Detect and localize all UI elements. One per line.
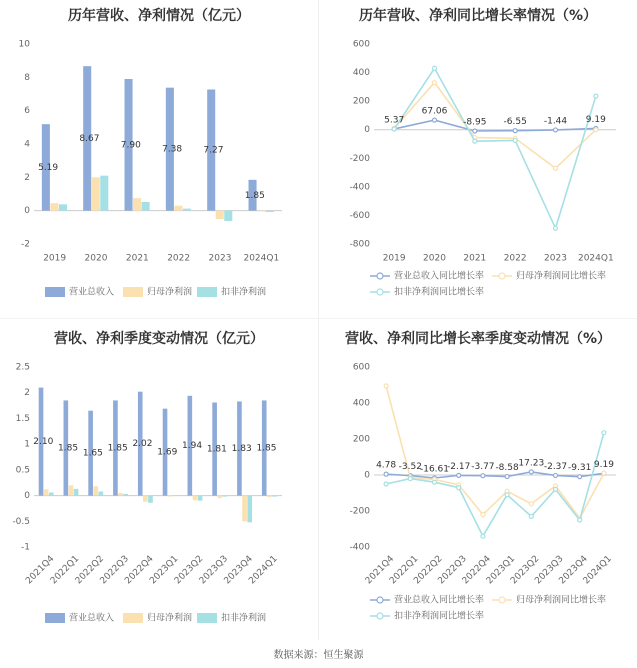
line-point	[384, 384, 388, 388]
y-tick-label: -600	[349, 210, 370, 221]
y-tick-label: 2	[24, 388, 30, 399]
legend-label: 归母净利润同比增长率	[516, 595, 607, 606]
data-label: 1.85	[256, 443, 277, 454]
x-tick-label: 2022Q3	[436, 554, 469, 587]
data-label: 1.94	[182, 441, 203, 452]
data-label: 1.85	[58, 443, 79, 454]
line-point	[602, 471, 606, 475]
legend-label: 营业总收入	[69, 613, 115, 624]
line-deducted-profit-growth	[394, 68, 596, 228]
legend-swatch-point	[377, 289, 383, 295]
x-tick-label: 2023Q1	[484, 554, 518, 587]
legend-swatch	[45, 287, 65, 297]
data-label: -1.44	[543, 116, 568, 127]
y-tick-label: 0	[24, 491, 30, 502]
line-deducted-profit-growth	[386, 433, 604, 537]
bar-net-profit	[216, 211, 224, 219]
line-point	[594, 94, 598, 98]
legend-label: 营业总收入同比增长率	[394, 271, 485, 282]
y-tick-label: 0	[364, 125, 370, 136]
x-tick-label: 2020	[423, 253, 446, 264]
data-label: 8.67	[79, 133, 100, 144]
line-point	[384, 472, 388, 476]
x-tick-label: 2022Q4	[123, 554, 156, 587]
bar-net-profit	[118, 493, 123, 496]
data-label: 1.69	[157, 447, 178, 458]
y-tick-label: 8	[24, 72, 30, 83]
legend-label: 扣非净利润同比增长率	[394, 287, 485, 298]
line-point	[554, 166, 558, 170]
bar-net-profit	[257, 211, 265, 212]
x-tick-label: 2023Q3	[197, 554, 231, 587]
legend-swatch	[123, 287, 143, 297]
bar-net-profit	[69, 485, 74, 495]
bar-deducted-profit	[49, 492, 54, 495]
y-tick-label: 4	[24, 139, 30, 150]
y-tick-label: -400	[349, 542, 370, 553]
line-point	[578, 518, 582, 522]
line-point	[433, 118, 437, 122]
bar-deducted-profit	[266, 211, 274, 212]
chart-quarterly-revenue-profit	[0, 319, 318, 641]
bar-net-profit	[133, 198, 141, 211]
data-label: 2.10	[33, 437, 54, 448]
legend-swatch-point	[377, 597, 383, 603]
data-label: 5.19	[38, 162, 59, 173]
chart-annual-growth	[319, 0, 637, 318]
legend-swatch	[123, 613, 143, 623]
data-label: 9.19	[585, 114, 606, 125]
data-label: -3.52	[398, 462, 422, 473]
data-label: 1.65	[82, 448, 103, 459]
x-tick-label: 2022	[503, 253, 527, 264]
bar-net-profit	[50, 203, 58, 211]
line-point	[554, 487, 558, 491]
chart-quarterly-revenue-profit-svg	[0, 319, 318, 641]
data-label: 1.85	[244, 190, 265, 201]
bar-deducted-profit	[123, 494, 128, 496]
bar-deducted-profit	[198, 496, 203, 501]
chart-annual-growth-svg	[319, 0, 637, 318]
line-point	[408, 477, 412, 481]
legend-label: 营业总收入	[69, 287, 115, 298]
y-tick-label: -1	[21, 542, 30, 553]
line-point	[529, 470, 533, 474]
line-point	[392, 127, 396, 131]
legend-swatch	[45, 613, 65, 623]
data-label: 5.37	[384, 115, 405, 126]
bar-net-profit	[193, 496, 198, 501]
data-label: 4.78	[376, 460, 397, 471]
legend-label: 归母净利润同比增长率	[516, 271, 607, 282]
line-point	[505, 493, 509, 497]
bar-deducted-profit	[59, 204, 67, 210]
line-point	[578, 475, 582, 479]
y-tick-label: -200	[349, 153, 370, 164]
data-source: 数据来源：恒生聚源	[273, 650, 364, 661]
x-tick-label: 2022Q2	[412, 554, 445, 587]
legend-label: 归母净利润	[147, 613, 193, 624]
line-point	[457, 473, 461, 477]
legend-swatch-point	[377, 613, 383, 619]
x-tick-label: 2022Q2	[73, 554, 107, 587]
bar-net-profit	[217, 496, 222, 499]
legend-label: 扣非净利润	[221, 613, 267, 624]
line-point	[481, 513, 485, 517]
x-tick-label: 2023Q2	[509, 554, 542, 587]
y-tick-label: 0.5	[15, 465, 30, 476]
data-label: -3.77	[471, 462, 495, 473]
x-tick-label: 2024Q1	[243, 253, 280, 264]
bar-deducted-profit	[247, 496, 252, 523]
line-point	[554, 226, 558, 230]
y-tick-label: 1.5	[15, 413, 30, 424]
data-label: 7.90	[120, 140, 141, 151]
legend-label: 扣非净利润	[221, 287, 267, 298]
line-point	[384, 482, 388, 486]
line-point	[594, 128, 598, 132]
y-tick-label: -2	[21, 239, 30, 250]
x-tick-label: 2023Q3	[533, 554, 566, 587]
legend-swatch-point	[499, 597, 505, 603]
line-point	[505, 475, 509, 479]
y-tick-label: 1	[24, 439, 30, 450]
y-tick-label: 0	[24, 206, 30, 217]
bar-net-profit	[242, 496, 247, 522]
line-point	[481, 534, 485, 538]
chart-title: 营收、净利同比增长率季度变动情况（%）	[344, 331, 612, 347]
x-tick-label: 2022Q1	[48, 554, 82, 587]
x-tick-label: 2022Q4	[460, 554, 493, 587]
data-label: -8.58	[495, 463, 519, 474]
legend-swatch	[197, 613, 217, 623]
x-tick-label: 2023	[544, 253, 567, 264]
data-label: -2.17	[447, 461, 471, 472]
x-tick-label: 2023Q1	[148, 554, 181, 587]
line-point	[433, 480, 437, 484]
chart-title: 历年营收、净利同比增长率情况（%）	[358, 8, 598, 24]
bar-net-profit	[143, 496, 148, 502]
x-tick-label: 2024Q1	[577, 253, 614, 264]
line-point	[554, 473, 558, 477]
chart-quarterly-growth-svg	[319, 319, 637, 641]
legend-swatch-point	[377, 273, 383, 279]
bar-deducted-profit	[99, 491, 104, 495]
data-label: -16.61	[419, 464, 450, 475]
bar-deducted-profit	[100, 176, 108, 211]
line-point	[481, 474, 485, 478]
chart-annual-revenue-profit-svg	[0, 0, 318, 318]
data-label: -8.95	[463, 117, 487, 128]
line-point	[433, 66, 437, 70]
bar-deducted-profit	[183, 209, 191, 211]
y-tick-label: 200	[352, 96, 370, 107]
data-label: 7.27	[203, 145, 224, 156]
bar-net-profit	[174, 206, 182, 211]
x-tick-label: 2019	[382, 253, 406, 264]
x-tick-label: 2021Q4	[363, 554, 397, 587]
y-tick-label: 600	[352, 39, 370, 50]
legend-label: 扣非净利润同比增长率	[394, 611, 485, 622]
bar-deducted-profit	[173, 496, 178, 497]
chart-title: 历年营收、净利情况（亿元）	[68, 8, 250, 24]
line-net-profit-growth	[386, 386, 604, 518]
data-label: 1.85	[107, 443, 128, 454]
data-label: 17.23	[518, 458, 545, 469]
y-tick-label: 0	[364, 470, 370, 481]
bar-net-profit	[168, 496, 173, 497]
bar-deducted-profit	[142, 202, 150, 211]
data-label: 1.83	[231, 444, 252, 455]
y-tick-label: -400	[349, 182, 370, 193]
data-label: -6.55	[503, 117, 527, 128]
x-tick-label: 2022Q3	[98, 554, 131, 587]
line-point	[473, 139, 477, 143]
x-tick-label: 2019	[43, 253, 67, 264]
y-tick-label: 6	[24, 106, 30, 117]
x-tick-label: 2024Q1	[247, 554, 280, 587]
line-point	[554, 128, 558, 132]
y-tick-label: 600	[352, 362, 370, 373]
x-tick-label: 2021	[463, 253, 487, 264]
bar-deducted-profit	[74, 489, 79, 496]
x-tick-label: 2022	[167, 253, 191, 264]
y-tick-label: 400	[352, 68, 370, 79]
legend-label: 营业总收入同比增长率	[394, 595, 485, 606]
bar-net-profit	[92, 177, 100, 210]
line-point	[513, 129, 517, 133]
x-tick-label: 2021	[125, 253, 149, 264]
line-point	[602, 431, 606, 435]
data-label: 67.06	[421, 106, 448, 117]
y-tick-label: -800	[349, 239, 370, 250]
bar-net-profit	[267, 496, 272, 498]
bar-deducted-profit	[148, 496, 153, 503]
chart-quarterly-growth	[319, 319, 637, 641]
legend-swatch	[197, 287, 217, 297]
bar-net-profit	[93, 486, 98, 495]
y-tick-label: 2	[24, 172, 30, 183]
x-tick-label: 2023Q4	[557, 554, 590, 587]
data-label: -2.37	[543, 461, 568, 472]
x-tick-label: 2020	[84, 253, 108, 264]
data-label: -9.31	[568, 463, 592, 474]
y-tick-label: 400	[352, 398, 370, 409]
line-point	[513, 138, 517, 142]
bar-deducted-profit	[223, 496, 228, 497]
chart-annual-revenue-profit	[0, 0, 318, 318]
y-tick-label: 10	[18, 39, 30, 50]
y-tick-label: -200	[349, 506, 370, 517]
bar-deducted-profit	[272, 496, 277, 497]
x-tick-label: 2023	[208, 253, 232, 264]
legend-swatch-point	[499, 273, 505, 279]
x-tick-label: 2023Q2	[172, 554, 206, 587]
line-point	[529, 514, 533, 518]
line-point	[457, 486, 461, 490]
line-point	[433, 81, 437, 85]
line-point	[529, 502, 533, 506]
x-tick-label: 2021Q4	[24, 554, 57, 587]
data-label: 9.19	[593, 459, 614, 470]
y-tick-label: 2.5	[15, 362, 30, 373]
data-label: 2.02	[132, 439, 153, 450]
x-tick-label: 2023Q4	[222, 554, 255, 587]
bar-deducted-profit	[224, 211, 232, 221]
line-point	[473, 129, 477, 133]
x-tick-label: 2024Q1	[581, 554, 614, 587]
legend-label: 归母净利润	[147, 287, 193, 298]
bar-net-profit	[44, 489, 49, 495]
data-label: 1.81	[206, 444, 227, 455]
x-tick-label: 2022Q1	[388, 554, 421, 587]
chart-title: 营收、净利季度变动情况（亿元）	[54, 331, 264, 347]
y-tick-label: 200	[352, 434, 370, 445]
data-label: 7.38	[162, 144, 183, 155]
y-tick-label: -0.5	[12, 516, 30, 527]
